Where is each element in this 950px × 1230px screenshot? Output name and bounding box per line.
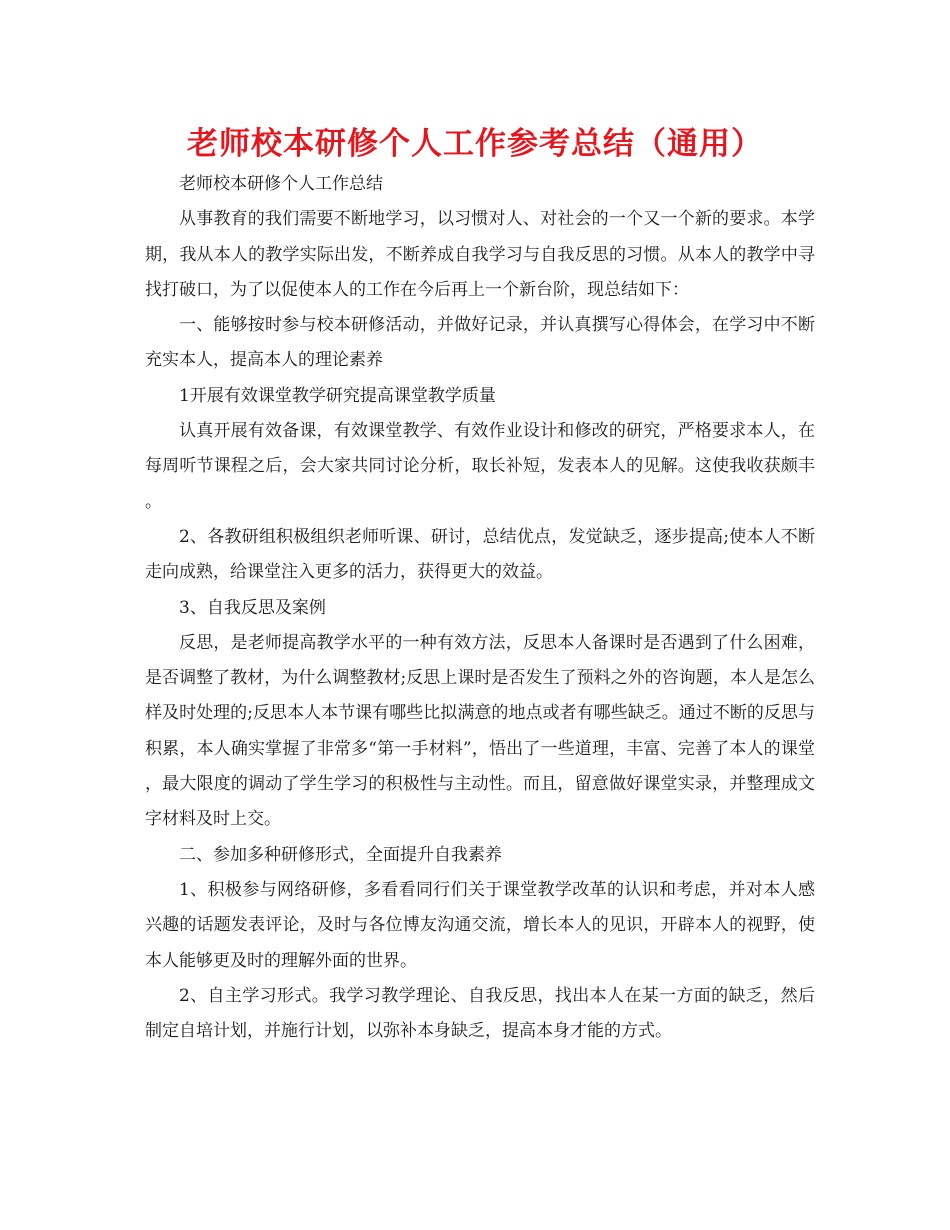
document-title: 老师校本研修个人工作参考总结（通用） [187, 126, 763, 162]
section-one-heading: 一、能够按时参与校本研修活动，并做好记录，并认真撰写心得体会，在学习中不断充实本人，提高本人的理论素养 [145, 315, 815, 371]
subtitle-paragraph: 老师校本研修个人工作总结 [179, 174, 383, 194]
online-study-paragraph: 1、积极参与网络研修，多看看同行们关于课堂教学改革的认识和考虑，并对本人感兴趣的话题发表评论，及时与各位博友沟通交流，增长本人的见识，开辟本人的视野，使本人能够更及时的理解外面的世界。 [145, 879, 815, 971]
item-1-paragraph: 认真开展有效备课，有效课堂教学、有效作业设计和修改的研究，严格要求本人，在每周听节课程之后，会大家共同讨论分析，取长补短，发表本人的见解。这使我收获颇丰。 [145, 421, 815, 512]
self-study-paragraph: 2、自主学习形式。我学习教学理论、自我反思，找出本人在某一方面的缺乏，然后制定自培计划，并施行计划，以弥补本身缺乏，提高本身才能的方式。 [145, 985, 815, 1042]
reflection-paragraph: 反思，是老师提高教学水平的一种有效方法，反思本人备课时是否遇到了什么困难，是否调整了教材，为什么调整教材;反思上课时是否发生了预料之外的咨询题，本人是怎么样及时处理的;反思本人本节课有哪些比拟满意的地点或者有哪些缺乏。通过不断的反思与积累，本人确实掌握了非常多“第一手材料”，悟出了一些道理，丰富、完善了本人的课堂，最大限度的调动了学生学习的积极性与主动性。而且，留意做好课堂实录，并整理成文字材料及时上交。 [145, 632, 815, 830]
intro-paragraph: 从事教育的我们需要不断地学习，以习惯对人、对社会的一个又一个新的要求。本学期，我从本人的教学实际出发，不断养成自我学习与自我反思的习惯。从本人的教学中寻找打破口，为了以促使本人的工作在今后再上一个新台阶，现总结如下： [145, 209, 815, 300]
document-body [145, 167, 815, 1049]
item-3-heading: 3、自我反思及案例 [179, 597, 326, 618]
item-2-paragraph: 2、各教研组积极组织老师听课、研讨，总结优点，发觉缺乏，逐步提高;使本人不断走向成熟，给课堂注入更多的活力，获得更大的效益。 [145, 526, 815, 583]
section-two-heading: 二、参加多种研修形式，全面提升自我素养 [179, 844, 502, 865]
item-1-heading: 1开展有效课堂教学研究提高课堂教学质量 [179, 385, 496, 406]
